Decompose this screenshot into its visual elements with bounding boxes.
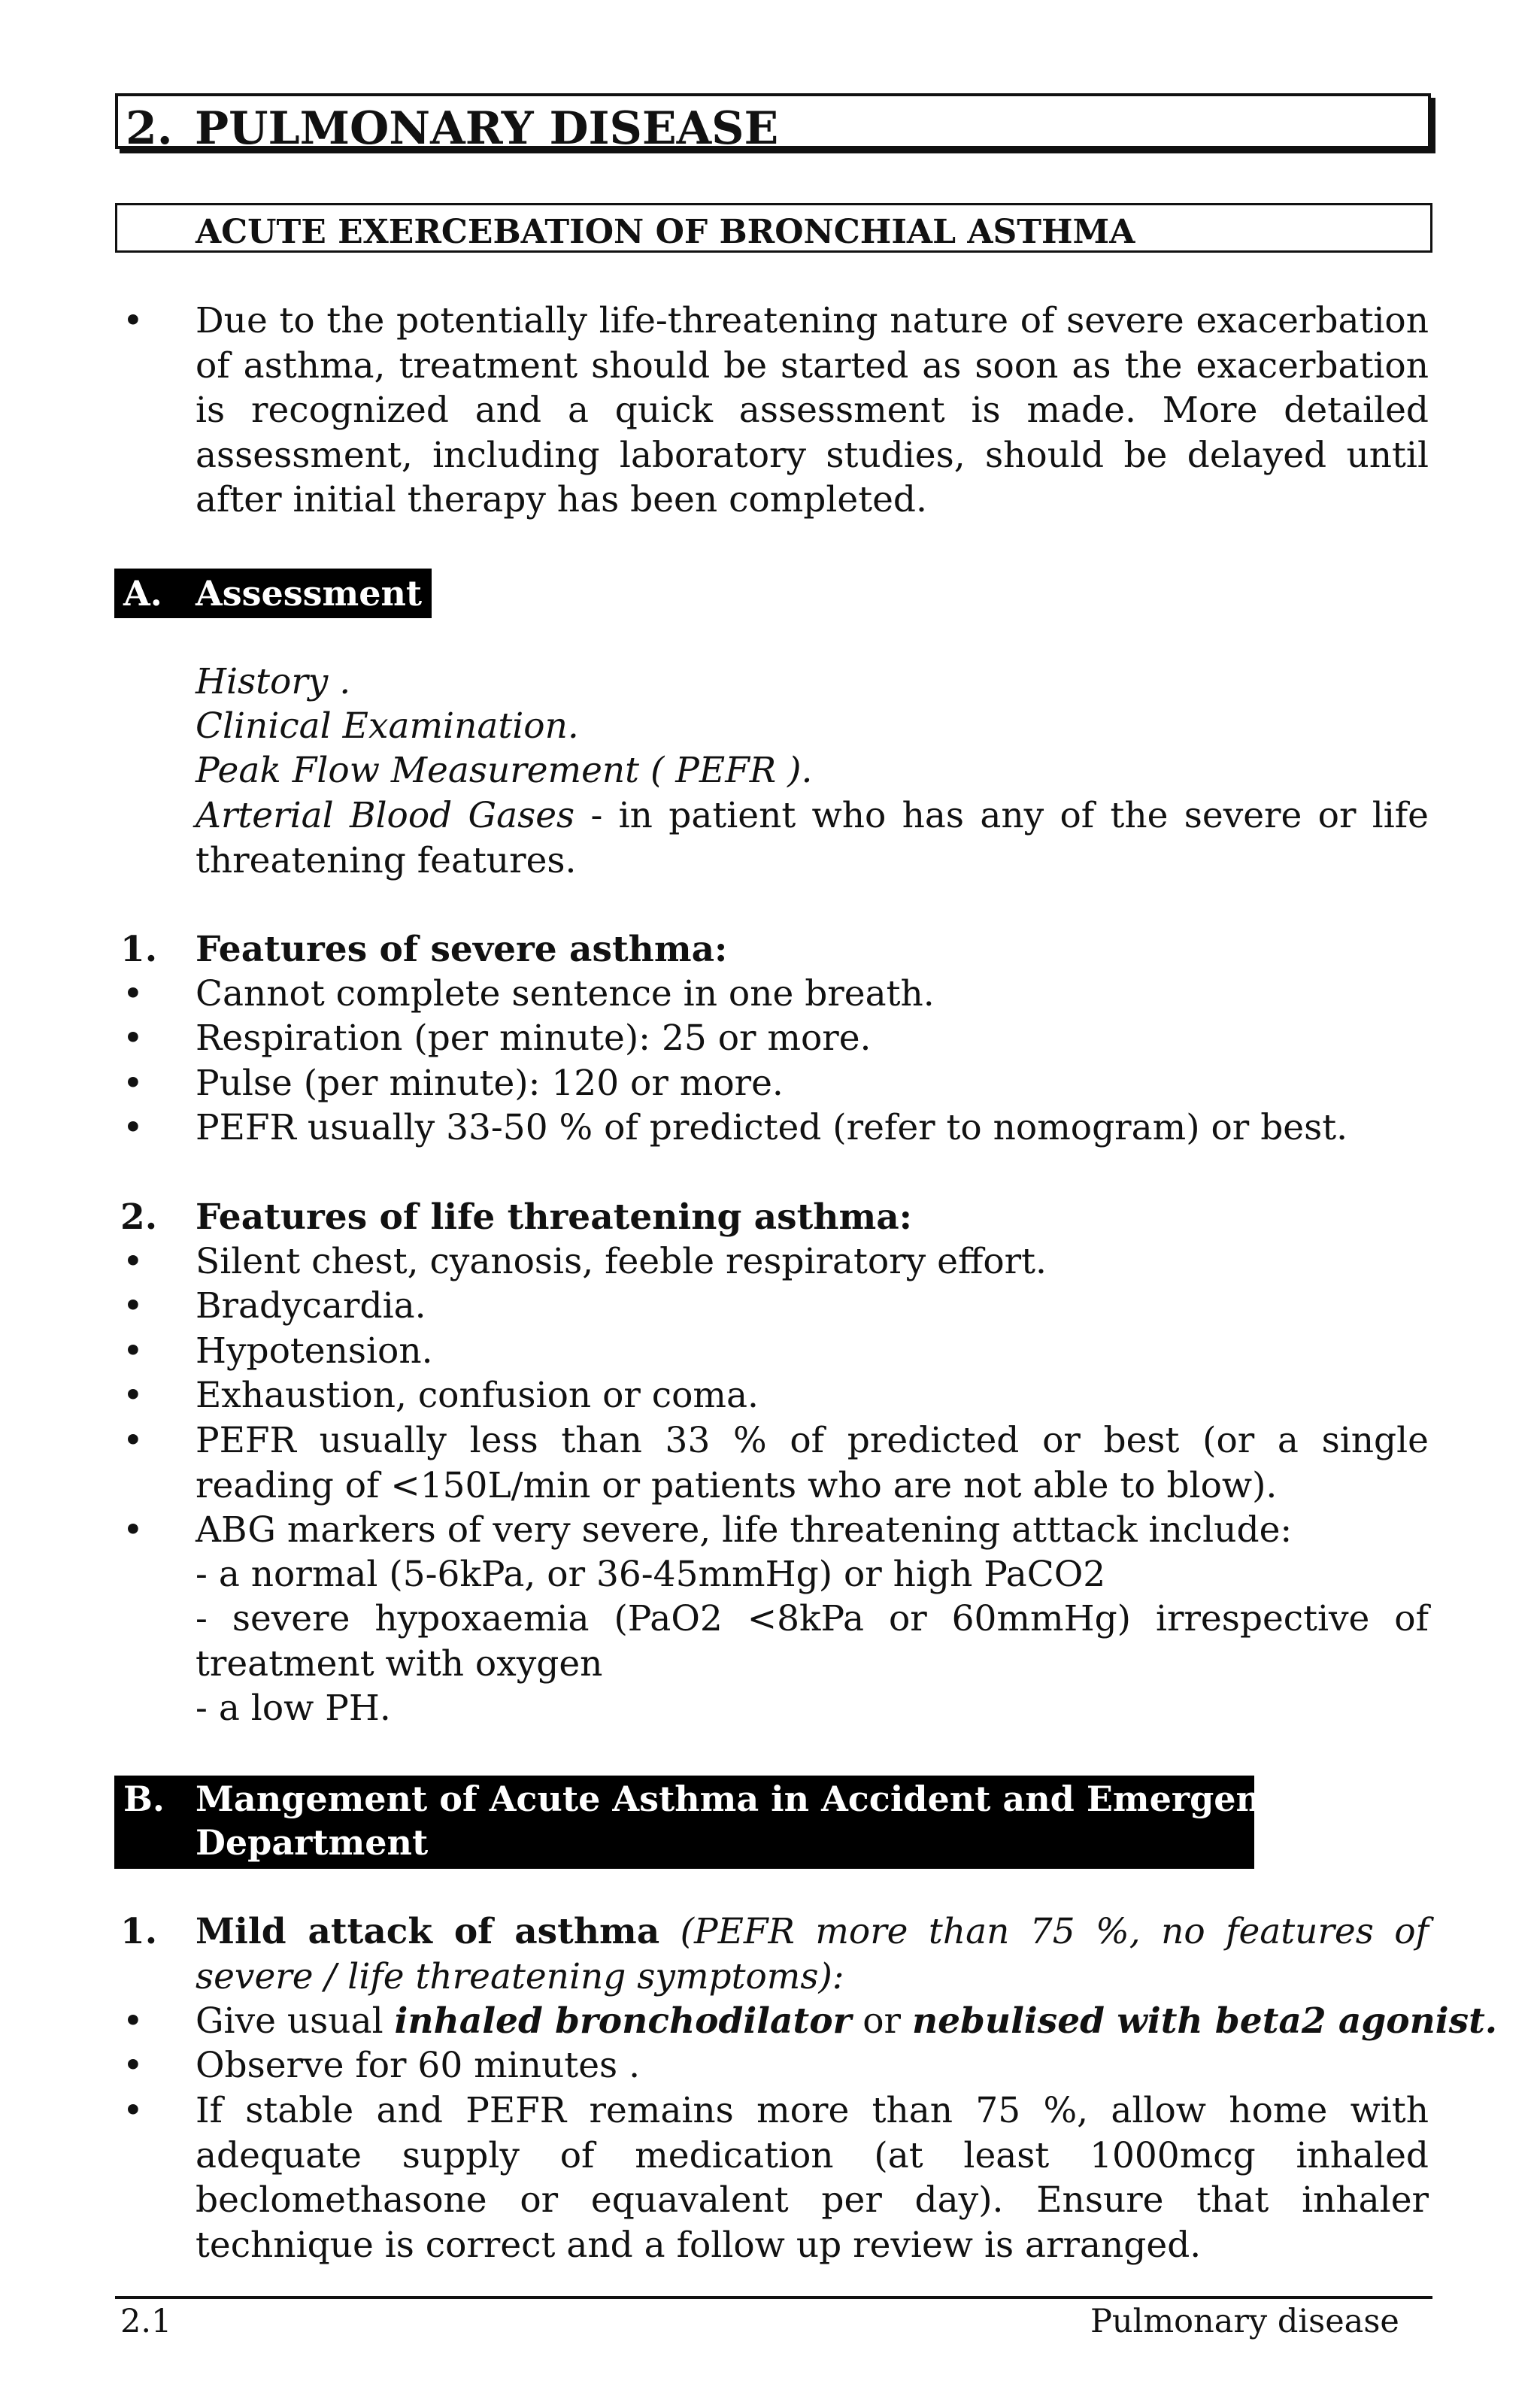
mild-item-emphasis: inhaled bronchodilator: [394, 2000, 852, 2042]
mild-item-text: Give usual: [196, 2000, 395, 2042]
bullet-icon: •: [123, 1509, 144, 1551]
bullet-icon: •: [123, 1420, 144, 1461]
assessment-item-abg: [196, 793, 1429, 883]
severe-item: Cannot complete sentence in one breath.: [196, 973, 935, 1014]
bullet-icon: •: [123, 2000, 144, 2042]
mild-item: Observe for 60 minutes .: [196, 2045, 641, 2086]
life-item: PEFR usually less than 33 % of predicted or best (or a single reading of <150L/min or patients who are not able to blow).: [196, 1420, 1429, 1506]
severe-item: Respiration (per minute): 25 or more.: [196, 1018, 872, 1059]
abg-text: - in patient who has any of the severe or life threatening features.: [196, 795, 1429, 881]
management-heading-line1: Mangement of Acute Asthma in Accident and Emergency: [196, 1779, 1302, 1819]
severe-item: Pulse (per minute): 120 or more.: [196, 1063, 784, 1104]
abg-sub-item: - a low PH.: [196, 1688, 391, 1729]
mild-item-text: or: [851, 2000, 912, 2042]
mild-item: [196, 1999, 1497, 2044]
abg-sub-item: - severe hypoxaemia (PaO2 <8kPa or 60mmHg) irrespective of treatment with oxygen: [196, 1598, 1429, 1685]
assessment-item-clinical: Clinical Examination.: [196, 705, 579, 747]
life-item: Hypotension.: [196, 1330, 433, 1372]
bullet-icon: •: [123, 1063, 144, 1104]
severe-item: PEFR usually 33-50 % of predicted (refer to nomogram) or best.: [196, 1107, 1348, 1148]
mild-item-emphasis: nebulised with beta2 agonist.: [911, 2000, 1498, 2042]
assessment-letter: A.: [123, 573, 162, 614]
abg-label: Arterial Blood Gases: [196, 795, 575, 836]
intro-paragraph: Due to the potentially life-threatening nature of severe exacerbation of asthma, treatment should be started as soon as the exacerbation is recognized and a quick assessment is made. More detailed assessment, including laboratory studies, should be delayed until after initial therapy has been completed.: [196, 300, 1429, 520]
mild-heading-italic: (PEFR more than 75 %, no features of severe / life threatening symptoms):: [196, 1911, 1429, 1997]
assessment-item-pefr: Peak Flow Measurement ( PEFR ).: [196, 750, 813, 791]
life-item: Silent chest, cyanosis, feeble respiratory effort.: [196, 1241, 1047, 1282]
mild-number: 1.: [120, 1911, 158, 1952]
page-number: 2.1: [120, 2303, 172, 2340]
section-title: ACUTE EXERCEBATION OF BRONCHIAL ASTHMA: [196, 213, 1135, 251]
bullet-icon: •: [123, 973, 144, 1014]
life-item: Bradycardia.: [196, 1285, 426, 1327]
life-item: ABG markers of very severe, life threatening atttack include:: [196, 1509, 1293, 1551]
management-heading-band: [114, 1776, 1302, 1869]
life-heading: Features of life threatening asthma:: [196, 1196, 913, 1238]
mild-heading-bold: Mild attack of asthma: [196, 1911, 660, 1952]
chapter-header: [115, 93, 1431, 155]
management-heading-line2: Department: [196, 1822, 429, 1863]
assessment-heading: Assessment: [196, 573, 423, 614]
severe-number: 1.: [120, 929, 158, 970]
chapter-title: PULMONARY DISEASE: [195, 102, 779, 155]
bullet-icon: •: [123, 1018, 144, 1059]
bullet-icon: •: [123, 1241, 144, 1282]
bullet-icon: •: [123, 1285, 144, 1327]
bullet-icon: •: [123, 1107, 144, 1148]
mild-heading: [196, 1909, 1429, 1999]
bullet-icon: •: [123, 2045, 144, 2086]
abg-sub-item: - a normal (5-6kPa, or 36-45mmHg) or high PaCO2: [196, 1554, 1106, 1595]
bullet-icon: •: [123, 1375, 144, 1416]
assessment-heading-band: [114, 569, 432, 618]
footer-label: Pulmonary disease: [1090, 2303, 1399, 2340]
management-letter: B.: [123, 1779, 165, 1819]
life-number: 2.: [120, 1196, 158, 1238]
mild-item: If stable and PEFR remains more than 75 %, allow home with adequate supply of medication (at least 1000mcg inhaled beclomethasone or equavalent per day). Ensure that inhaler technique is correct and a follow up review is arranged.: [196, 2090, 1429, 2266]
life-item: Exhaustion, confusion or coma.: [196, 1375, 759, 1416]
severe-heading: Features of severe asthma:: [196, 929, 728, 970]
assessment-item-history: History .: [196, 661, 351, 702]
bullet-icon: •: [123, 300, 144, 341]
chapter-number: 2.: [126, 102, 173, 155]
bullet-icon: •: [123, 1330, 144, 1372]
footer-divider: [115, 2296, 1432, 2299]
section-header: [115, 203, 1432, 253]
bullet-icon: •: [123, 2090, 144, 2131]
